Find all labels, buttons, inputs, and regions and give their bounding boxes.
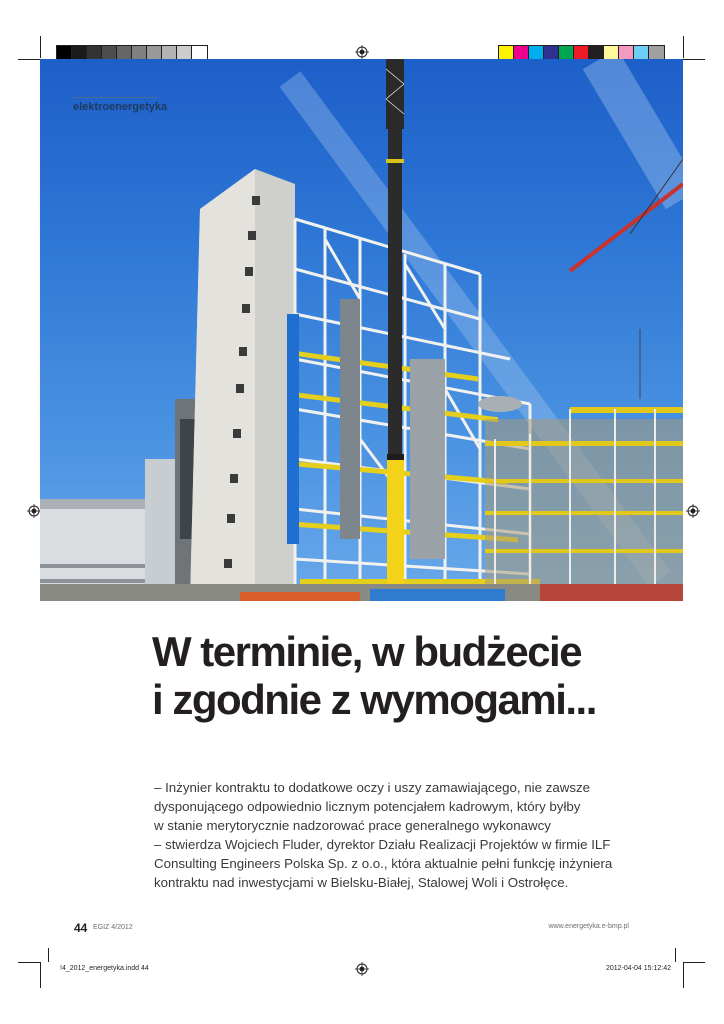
article-title-line: W terminie, w budżecie — [152, 628, 582, 675]
registration-mark-icon — [355, 962, 369, 976]
lead-line: Consulting Engineers Polska Sp. z o.o., która aktualnie pełni funkcję inżyniera — [154, 856, 613, 871]
slug-filename: !4_2012_energetyka.indd 44 — [60, 965, 149, 972]
issue-label: EGIZ 4/2012 — [93, 924, 133, 931]
article-lead — [154, 778, 624, 892]
section-label: elektroenergetyka — [73, 101, 168, 113]
crop-mark — [48, 948, 49, 962]
footer-url: www.energetyka.e-bmp.pl — [548, 923, 629, 930]
crop-mark — [683, 36, 684, 58]
lead-line: – Inżynier kontraktu to dodatkowe oczy i uszy zamawiającego, nie zawsze — [154, 780, 591, 795]
lead-line: w stanie merytorycznie nadzorować prace generalnego wykonawcy — [154, 818, 551, 833]
lead-line: kontraktu nad inwestycjami w Bielsku-Białej, Stalowej Woli i Ostrołęce. — [154, 875, 569, 890]
article-title — [152, 628, 672, 724]
crop-mark — [683, 59, 705, 60]
registration-mark-icon — [27, 504, 41, 518]
lead-line: – stwierdza Wojciech Fluder, dyrektor Działu Realizacji Projektów w firmie ILF — [154, 837, 611, 852]
crop-mark — [683, 962, 684, 988]
page-number: 44 — [74, 921, 88, 935]
crop-mark — [18, 962, 40, 963]
registration-mark-icon — [355, 45, 369, 59]
crop-mark — [18, 59, 40, 60]
registration-mark-icon — [686, 504, 700, 518]
power-plant-construction-photo — [40, 59, 683, 601]
crop-mark — [683, 962, 705, 963]
lead-line: dysponującego odpowiednio licznym potencjałem kadrowym, który byłby — [154, 799, 581, 814]
crop-mark — [675, 948, 676, 962]
article-title-line: i zgodnie z wymogami... — [152, 676, 596, 723]
crop-mark — [40, 962, 41, 988]
crop-mark — [40, 36, 41, 58]
section-rule — [73, 97, 157, 98]
slug-timestamp: 2012-04-04 15:12:42 — [606, 965, 671, 972]
